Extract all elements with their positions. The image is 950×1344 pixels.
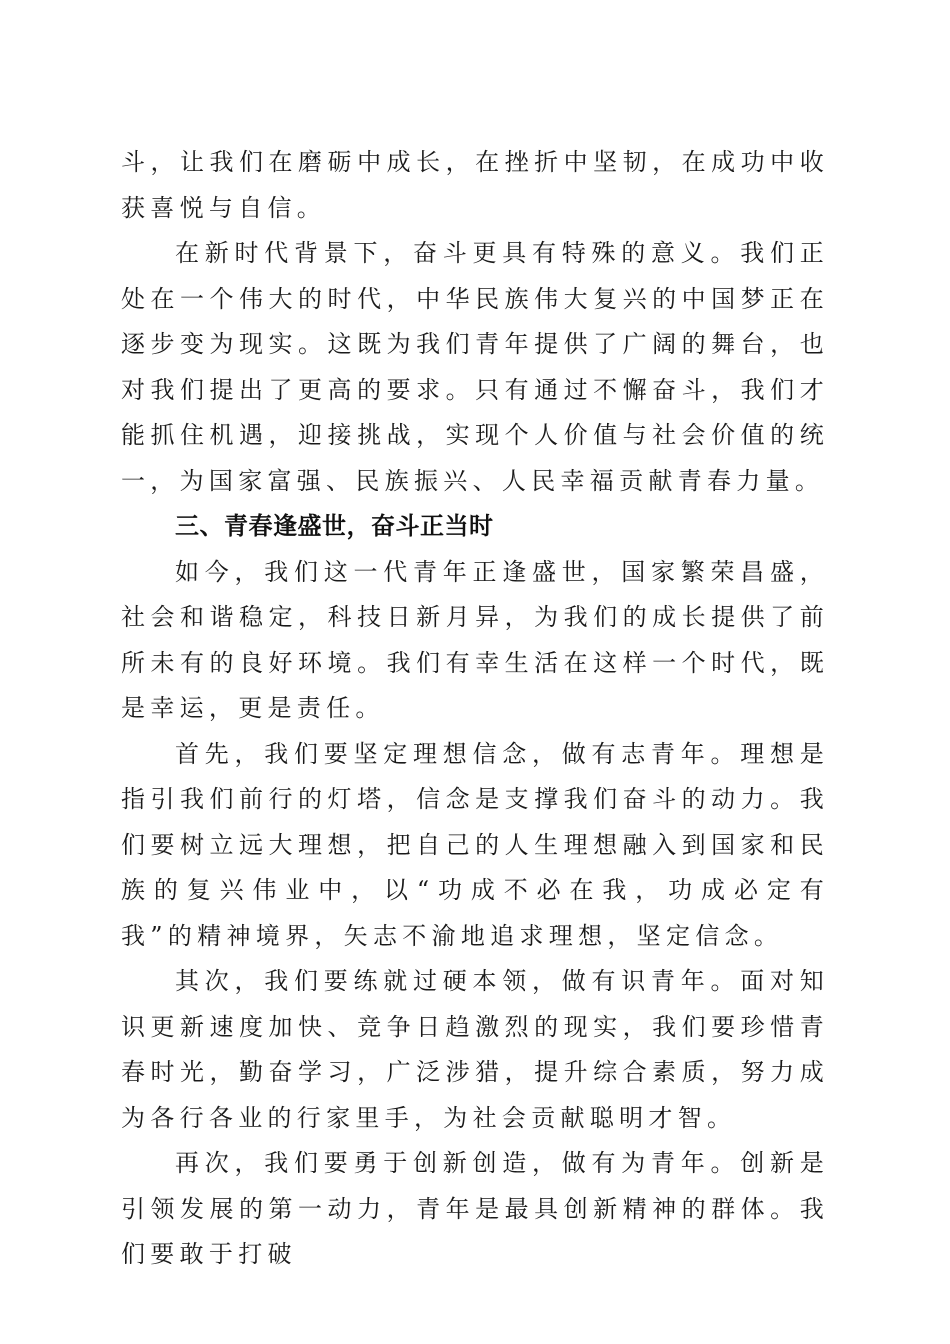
section-heading-three: 三、青春逢盛世，奋斗正当时 [175, 512, 494, 540]
document-body [121, 140, 829, 1278]
paragraph-prosperous-era: 如今，我们这一代青年正逢盛世，国家繁荣昌盛，社会和谐稳定，科技日新月异，为我们的成长提供了前所未有的良好环境。我们有幸生活在这样一个时代，既是幸运，更是责任。 [121, 557, 829, 722]
paragraph-skills: 其次，我们要练就过硬本领，做有识青年。面对知识更新速度加快、竞争日趋激烈的现实，我们要珍惜青春时光，勤奋学习，广泛涉猎，提升综合素质，努力成为各行各业的行家里手，为社会贡献聪明才智。 [121, 967, 829, 1132]
paragraph-innovation: 再次，我们要勇于创新创造，做有为青年。创新是引领发展的第一动力，青年是最具创新精神的群体。我们要敢于打破 [121, 1149, 829, 1268]
paragraph-new-era-significance: 在新时代背景下，奋斗更具有特殊的意义。我们正处在一个伟大的时代，中华民族伟大复兴的中国梦正在逐步变为现实。这既为我们青年提供了广阔的舞台，也对我们提出了更高的要求。只有通过不懈奋斗，我们才能抓住机遇，迎接挑战，实现个人价值与社会价值的统一，为国家富强、民族振兴、人民幸福贡献青春力量。 [121, 239, 829, 495]
paragraph-firm-ideals: 首先，我们要坚定理想信念，做有志青年。理想是指引我们前行的灯塔，信念是支撑我们奋斗的动力。我们要树立远大理想，把自己的人生理想融入到国家和民族的复兴伟业中，以“功成不必在我，功成必定有我”的精神境界，矢志不渝地追求理想，坚定信念。 [121, 739, 829, 950]
paragraph-continuation: 斗，让我们在磨砺中成长，在挫折中坚韧，在成功中收获喜悦与自信。 [121, 148, 829, 222]
